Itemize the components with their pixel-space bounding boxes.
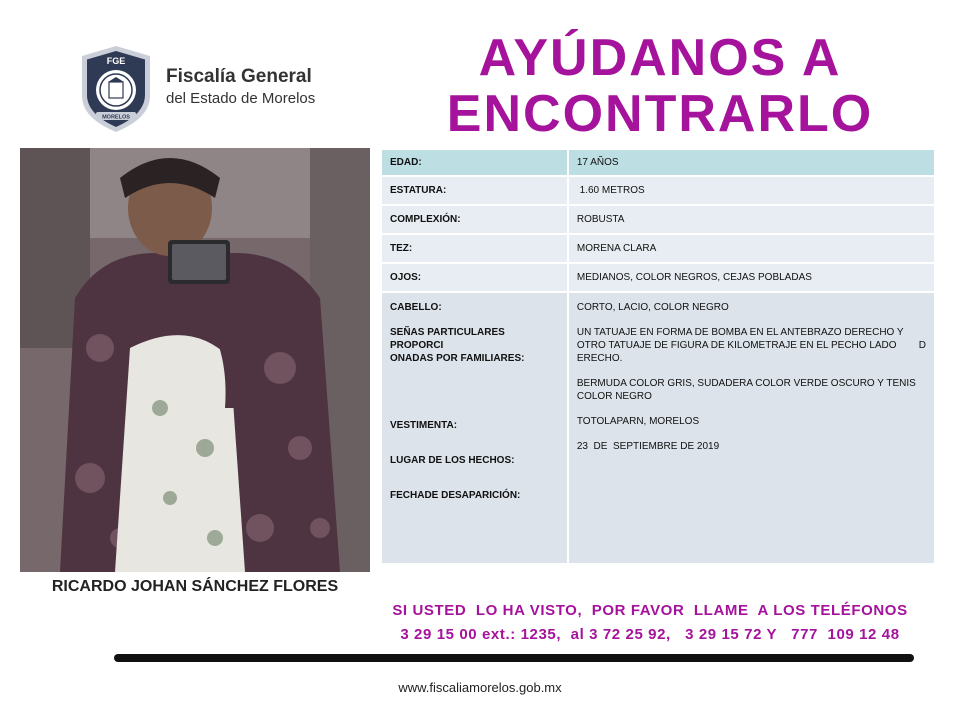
ojos-value: MEDIANOS, COLOR NEGROS, CEJAS POBLADAS: [569, 264, 934, 291]
divider-bar: [114, 654, 914, 662]
row-ojos: [382, 264, 934, 291]
senas-label-2: ONADAS POR FAMILIARES:: [390, 353, 525, 364]
row-complexion: [382, 206, 934, 233]
headline: [420, 30, 900, 142]
tez-value: MORENA CLARA: [569, 235, 934, 262]
org-name: Fiscalía General: [166, 66, 312, 87]
cta-line-1: SI USTED LO HA VISTO, POR FAVOR LLAME A LOS TELÉFONOS: [392, 602, 908, 619]
lugar-label: LUGAR DE LOS HECHOS:: [390, 455, 515, 466]
cta-phone-numbers: 3 29 15 00 ext.: 1235, al 3 72 25 92, 3 29 15 72 Y 777 109 12 48: [400, 626, 900, 643]
edad-value: 17 AÑOS: [569, 150, 934, 175]
org-subtitle: del Estado de Morelos: [166, 90, 316, 107]
tez-label: TEZ:: [382, 235, 569, 262]
vestimenta-value-1: BERMUDA COLOR GRIS, SUDADERA COLOR VERDE OSCURO Y TENIS: [576, 378, 916, 389]
person-name: RICARDO JOHAN SÁNCHEZ FLORES: [51, 578, 339, 595]
complexion-label: COMPLEXIÓN:: [382, 206, 569, 233]
vestimenta-value: [577, 377, 926, 403]
row-details-block: [382, 293, 934, 563]
estatura-label: ESTATURA:: [382, 177, 569, 204]
fge-logo: [78, 44, 378, 140]
senas-label-1: SEÑAS PARTICULARES PROPORCI: [390, 327, 505, 351]
vestimenta-label: VESTIMENTA:: [390, 420, 458, 431]
cabello-value: CORTO, LACIO, COLOR NEGRO: [576, 302, 729, 313]
estatura-value: 1.60 METROS: [569, 177, 934, 204]
cabello-label: CABELLO:: [390, 302, 442, 313]
headline-line-1: AYÚDANOS A: [478, 29, 842, 87]
edad-label: EDAD:: [382, 150, 569, 175]
missing-person-photo: [20, 148, 370, 572]
row-tez: [382, 235, 934, 262]
senas-value-2: OTRO TATUAJE DE FIGURA DE KILOMETRAJE EN EL PECHO LADO D: [576, 340, 926, 351]
vestimenta-value-2: COLOR NEGRO: [576, 391, 652, 402]
details-values: [569, 293, 934, 563]
details-labels: [382, 293, 569, 563]
senas-value-3: ERECHO.: [576, 353, 623, 364]
fecha-value: 23 DE SEPTIEMBRE DE 2019: [576, 441, 720, 452]
details-table: [382, 148, 934, 565]
fge-shield-badge: [78, 44, 154, 134]
row-edad: [382, 150, 934, 175]
ojos-label: OJOS:: [382, 264, 569, 291]
website-link[interactable]: www.fiscaliamorelos.gob.mx: [398, 680, 562, 695]
fecha-label: FECHADE DESAPARICIÓN:: [390, 490, 521, 501]
photo-illustration: [20, 148, 370, 572]
complexion-value: ROBUSTA: [569, 206, 934, 233]
lugar-value: TOTOLAPARN, MORELOS: [576, 416, 700, 427]
senas-value-1: UN TATUAJE EN FORMA DE BOMBA EN EL ANTEBRAZO DERECHO Y: [576, 327, 904, 338]
svg-text:FGE: FGE: [106, 56, 126, 66]
svg-text:MORELOS: MORELOS: [102, 114, 130, 121]
headline-line-2: ENCONTRARLO: [446, 85, 874, 143]
row-estatura: [382, 177, 934, 204]
senas-value: [577, 326, 926, 365]
